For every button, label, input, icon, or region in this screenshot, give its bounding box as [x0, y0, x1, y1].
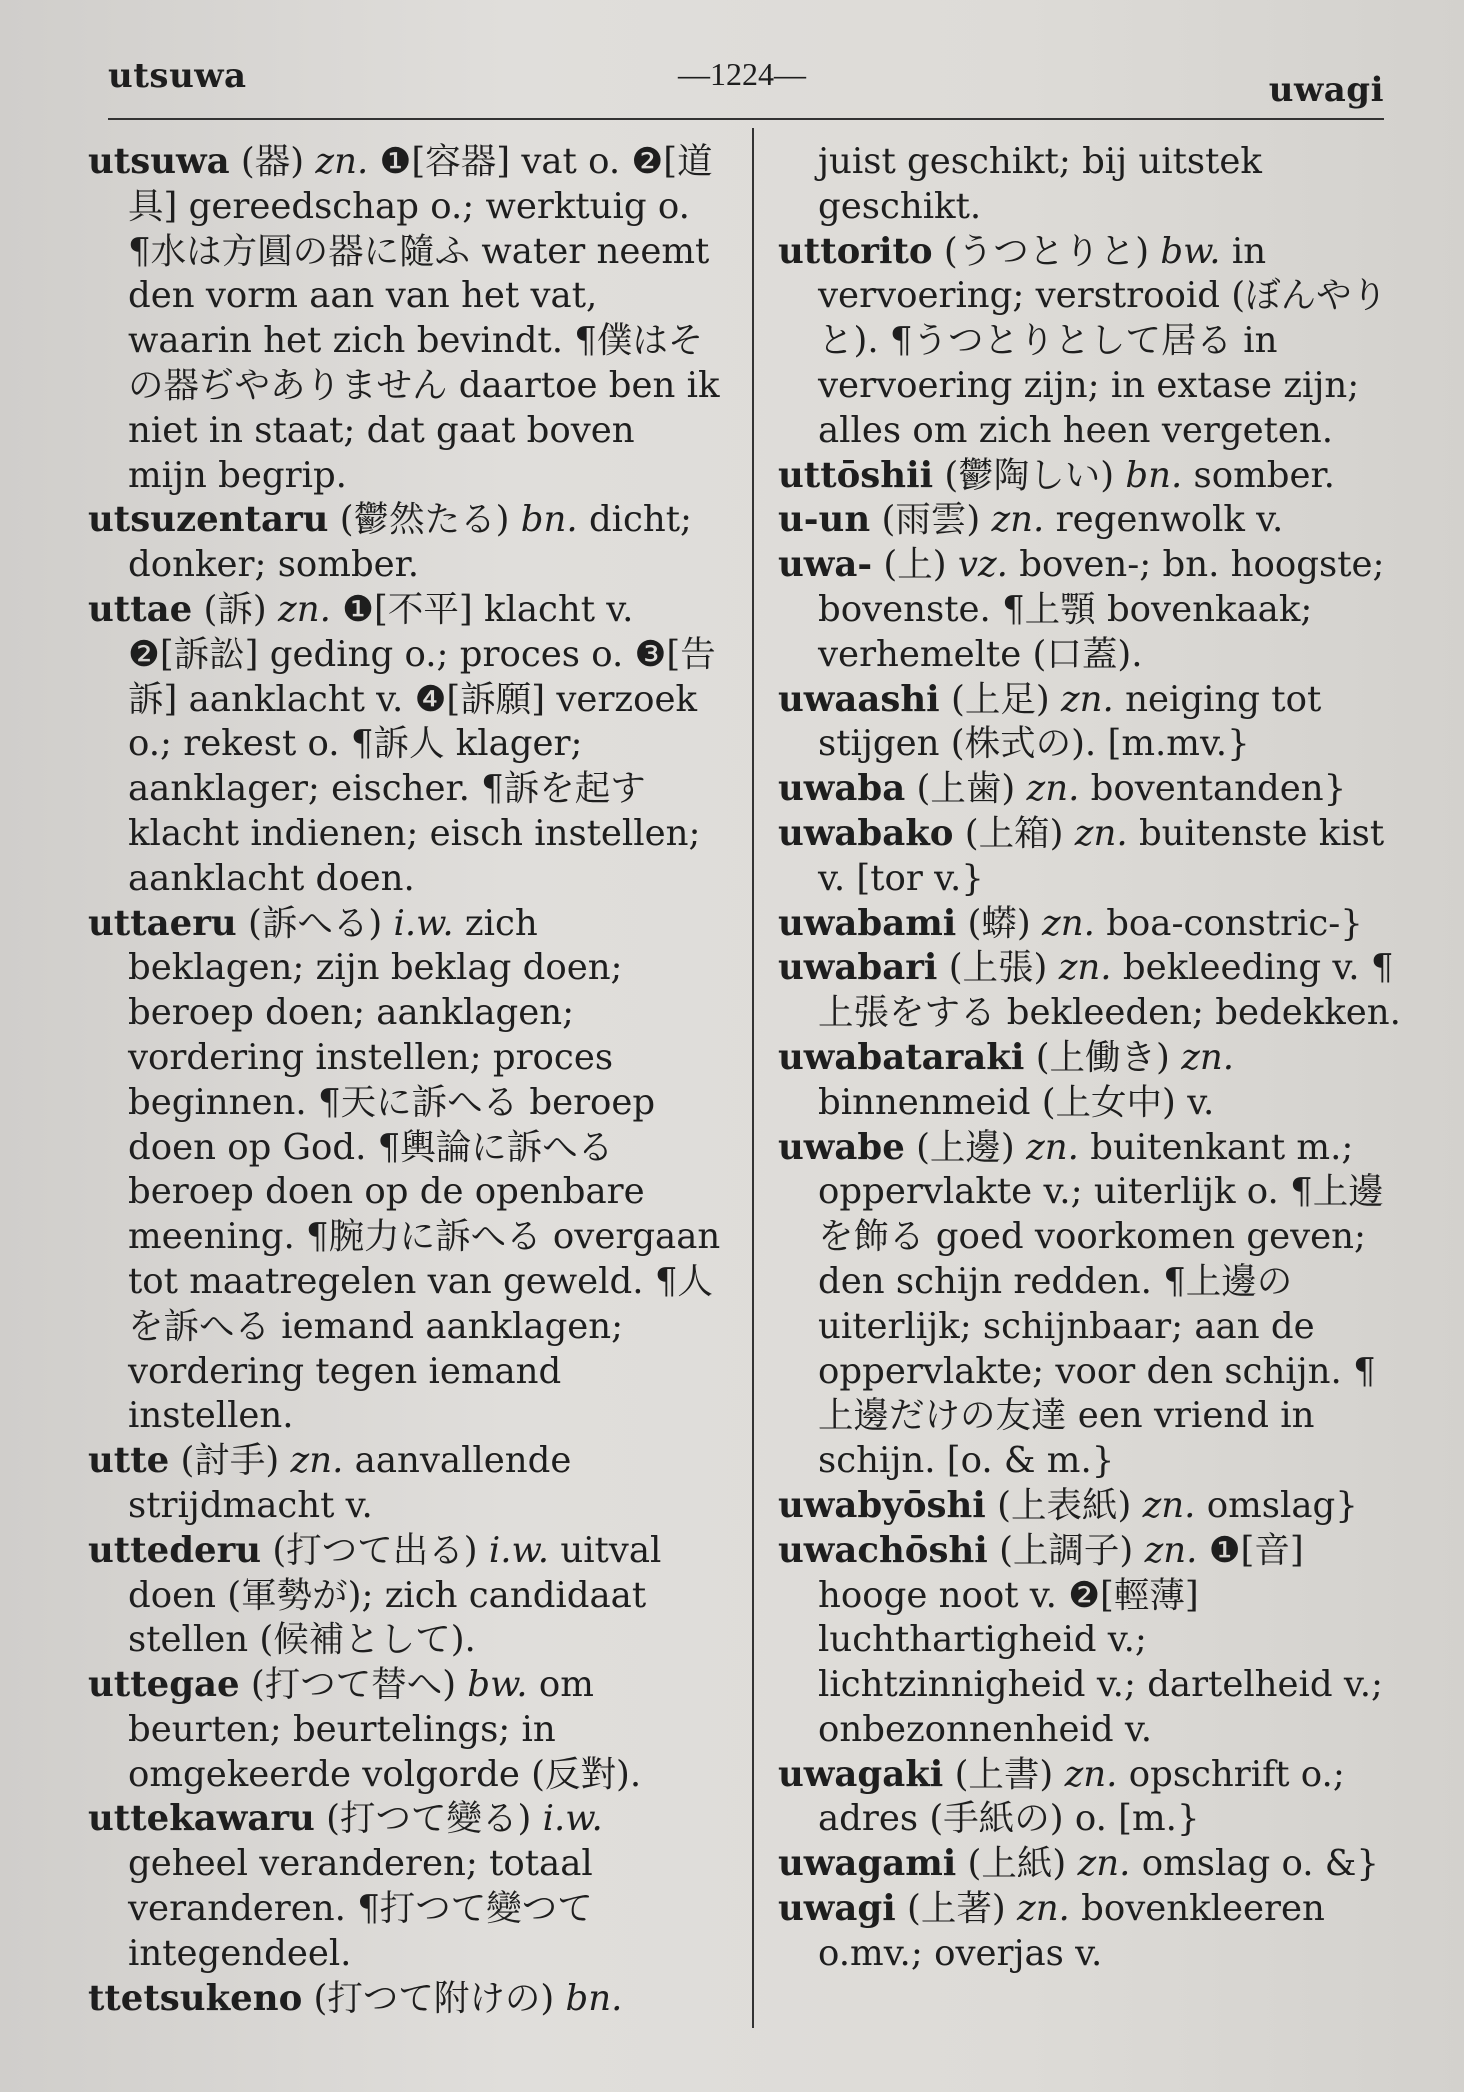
dictionary-entry — [88, 1797, 723, 1976]
entry-part-of-speech: zn. — [1064, 1753, 1118, 1795]
entry-part-of-speech: zn. — [1074, 812, 1128, 854]
entry-part-of-speech: i.w. — [488, 1529, 550, 1571]
entry-kanji: (上張) — [948, 947, 1048, 989]
entry-definition: juist geschikt; bij uitstek geschikt. — [818, 141, 1262, 227]
dictionary-entry — [778, 1484, 1403, 1529]
entry-headword: uwabataraki — [778, 1036, 1025, 1078]
entry-headword: uwagi — [778, 1888, 896, 1930]
dictionary-entry — [88, 498, 723, 588]
entry-headword: uttegae — [88, 1664, 240, 1706]
dictionary-entry — [778, 1753, 1403, 1843]
dictionary-entry — [778, 812, 1403, 902]
right-guide-word: uwagi — [1268, 70, 1384, 110]
entry-definition: zich beklagen; zijn beklag doen; beroep doen; aanklagen; vordering instellen; proces beginnen. ¶天に訴へる beroep doen op God. ¶輿論に訴へる beroep doen op de openbare meening. ¶腕力に訴へる overgaan tot maatregelen van geweld. ¶人を訴へる iemand aanklagen; vordering tegen iemand instellen. — [128, 902, 721, 1437]
entry-kanji: (上) — [883, 544, 947, 586]
entry-definition: boa-constric-} — [1106, 902, 1363, 944]
entry-definition: omslag} — [1206, 1484, 1358, 1526]
dictionary-entry — [778, 498, 1403, 543]
entry-part-of-speech: bn. — [520, 499, 578, 541]
entry-headword: uwagaki — [778, 1753, 944, 1795]
page-header — [108, 50, 1384, 110]
entry-kanji: (蟒) — [967, 902, 1031, 944]
entry-kanji: (訴) — [203, 588, 267, 630]
entry-headword: uttederu — [88, 1529, 262, 1571]
entry-part-of-speech: zn. — [1016, 1888, 1070, 1930]
entry-definition: ❶[音] hooge noot v. ❷[輕薄] luchthartigheid v.; lichtzinnigheid v.; dartelheid v.; onbezonnenheid v. — [818, 1529, 1384, 1750]
entry-definition: bovenkleeren o.mv.; overjas v. — [818, 1888, 1325, 1974]
entry-part-of-speech: zn. — [315, 141, 369, 182]
entry-kanji: (上邊) — [916, 1126, 1015, 1168]
dictionary-entry — [778, 678, 1403, 768]
dictionary-entry — [778, 140, 1403, 230]
entry-kanji: (器) — [240, 141, 305, 182]
entry-definition: boventanden} — [1090, 768, 1347, 810]
entry-headword: uwa- — [778, 544, 873, 586]
entry-headword: uwabari — [778, 947, 938, 989]
dictionary-entry — [778, 1887, 1403, 1977]
entry-part-of-speech: zn. — [290, 1440, 344, 1482]
entry-definition: ❶[容器] vat o. ❷[道具] gereedschap o.; werktuig o. ¶水は方圓の器に隨ふ water neemt den vorm aan van het vat, waarin het zich bevindt. ¶僕はその器ぢやありません daartoe ben ik niet in staat; dat gaat boven mijn begrip. — [128, 141, 720, 496]
entry-kanji: (上紙) — [967, 1843, 1067, 1885]
dictionary-entry — [88, 1977, 723, 2022]
entry-kanji: (雨雲) — [881, 499, 981, 541]
entry-part-of-speech: vz. — [957, 544, 1008, 586]
left-guide-word: utsuwa — [108, 56, 247, 96]
entry-definition: binnenmeid (上女中) v. — [818, 1081, 1215, 1123]
dictionary-entry — [88, 1663, 723, 1797]
dictionary-entry — [778, 1842, 1403, 1887]
entry-definition: in vervoering; verstrooid (ぼんやりと). ¶うつとりとして居る in vervoering zijn; in extase zijn; alles om zich heen vergeten. — [818, 230, 1388, 451]
dictionary-entry — [88, 140, 723, 498]
entry-part-of-speech: i.w. — [393, 902, 454, 944]
dictionary-entry — [88, 1529, 723, 1663]
entry-kanji: (上働き) — [1035, 1036, 1170, 1078]
entry-kanji: (打つて變る) — [326, 1798, 532, 1840]
entry-part-of-speech: zn. — [278, 588, 331, 630]
dictionary-entry — [88, 588, 723, 902]
entry-definition: buitenste kist v. [tor v.} — [818, 812, 1385, 899]
entry-definition: regenwolk v. — [1055, 499, 1284, 541]
entry-kanji: (上書) — [954, 1753, 1054, 1795]
entry-part-of-speech: zn. — [991, 499, 1045, 541]
dictionary-entry — [778, 1036, 1403, 1126]
entry-definition: buitenkant m.; oppervlakte v.; uiterlijk o. ¶上邊を飾る goed voorkomen geven; den schijn redden. ¶上邊の uiterlijk; schijnbaar; aan de oppervlakte; voor den schijn. ¶上邊だけの友達 een vriend in schijn. [o. & m.} — [818, 1126, 1384, 1482]
entry-kanji: (訴へる) — [248, 902, 383, 944]
entry-part-of-speech: bn. — [565, 1977, 623, 2019]
entry-part-of-speech: zn. — [1144, 1529, 1198, 1571]
entry-part-of-speech: zn. — [1026, 1126, 1079, 1168]
entry-kanji: (討手) — [180, 1440, 280, 1482]
entry-headword: uwaashi — [778, 678, 940, 720]
entry-kanji: (上表紙) — [997, 1484, 1132, 1526]
entry-part-of-speech: zn. — [1042, 902, 1095, 944]
entry-headword: u-un — [778, 499, 871, 541]
entry-kanji: (上著) — [906, 1888, 1006, 1930]
entry-headword: uttōshii — [778, 454, 934, 496]
entry-headword: uwabyōshi — [778, 1484, 986, 1526]
entry-headword: utte — [88, 1440, 170, 1482]
entry-headword: uwabe — [778, 1126, 905, 1168]
entry-definition: aanvallende strijdmacht v. — [128, 1440, 572, 1526]
left-column — [88, 140, 723, 2021]
entry-headword: uwagami — [778, 1843, 957, 1885]
entry-headword: ttetsukeno — [88, 1977, 303, 2019]
right-column — [778, 140, 1403, 1977]
entry-part-of-speech: zn. — [1060, 678, 1114, 720]
entry-part-of-speech: bn. — [1125, 454, 1183, 496]
entry-headword: uttaeru — [88, 902, 237, 944]
entry-part-of-speech: zn. — [1026, 768, 1080, 810]
entry-headword: uttae — [88, 588, 193, 630]
entry-headword: uwachōshi — [778, 1529, 988, 1571]
dictionary-entry — [778, 946, 1403, 1036]
entry-part-of-speech: zn. — [1058, 947, 1112, 989]
entry-part-of-speech: i.w. — [542, 1798, 603, 1840]
entry-kanji: (上足) — [950, 678, 1050, 720]
entry-part-of-speech: zn. — [1077, 1843, 1131, 1885]
entry-kanji: (上箱) — [964, 812, 1064, 854]
entry-definition: geheel veranderen; totaal veranderen. ¶打つて變つて integendeel. — [128, 1843, 593, 1974]
entry-kanji: (鬱陶しい) — [944, 454, 1115, 496]
entry-part-of-speech: zn. — [1181, 1036, 1235, 1078]
dictionary-entry — [88, 902, 723, 1440]
dictionary-entry — [778, 902, 1403, 947]
entry-part-of-speech: bw. — [467, 1664, 528, 1706]
entry-definition: dicht; donker; somber. — [128, 499, 693, 586]
entry-kanji: (打つて附けの) — [313, 1977, 555, 2019]
entry-kanji: (鬱然たる) — [339, 499, 510, 541]
header-rule — [108, 118, 1384, 120]
entry-headword: utsuwa — [88, 141, 230, 182]
entry-kanji: (うつとりと) — [943, 230, 1150, 272]
entry-definition: uitval doen (軍勢が); zich candidaat stellen (候補として). — [128, 1529, 662, 1661]
entry-definition: somber. — [1193, 454, 1335, 496]
entry-part-of-speech: bw. — [1160, 230, 1221, 272]
dictionary-entry — [778, 1126, 1403, 1484]
page-number: —1224— — [678, 56, 806, 92]
entry-headword: utsuzentaru — [88, 499, 329, 541]
entry-definition: om beurten; beurtelings; in omgekeerde volgorde (反對). — [128, 1664, 642, 1795]
entry-kanji: (打つて替へ) — [250, 1664, 457, 1706]
dictionary-entry — [778, 1529, 1403, 1753]
entry-kanji: (上調子) — [999, 1529, 1134, 1571]
entry-headword: uwabami — [778, 902, 957, 944]
entry-kanji: (上歯) — [916, 768, 1016, 810]
entry-definition: ❶[不平] klacht v. ❷[訴訟] geding o.; proces o. ❸[告訴] aanklacht v. ❹[訴願] verzoek o.; rekest o. ¶訴人 klager; aanklager; eischer. ¶訴を起す klacht indienen; eisch instellen; aanklacht doen. — [128, 588, 716, 899]
entry-headword: uwaba — [778, 768, 906, 810]
entry-headword: uttorito — [778, 230, 933, 272]
entry-headword: uwabako — [778, 812, 954, 854]
entry-definition: opschrift o.; adres (手紙の) o. [m.} — [818, 1753, 1345, 1840]
entry-definition: neiging tot stijgen (株式の). [m.mv.} — [818, 678, 1322, 765]
entry-headword: uttekawaru — [88, 1798, 315, 1840]
dictionary-entry — [778, 543, 1403, 677]
entry-part-of-speech: zn. — [1142, 1484, 1196, 1526]
entry-kanji: (打つて出る) — [272, 1529, 478, 1571]
entry-definition: boven-; bn. hoogste; bovenste. ¶上顎 bovenkaak; verhemelte (口蓋). — [818, 544, 1385, 675]
dictionary-entry — [778, 767, 1403, 812]
entry-definition: omslag o. &} — [1141, 1843, 1379, 1885]
dictionary-entry — [778, 230, 1403, 454]
column-divider — [752, 128, 754, 2028]
dictionary-entry — [778, 454, 1403, 499]
entry-definition: bekleeding v. ¶上張をする bekleeden; bedekken. — [818, 947, 1401, 1034]
dictionary-entry — [88, 1439, 723, 1529]
